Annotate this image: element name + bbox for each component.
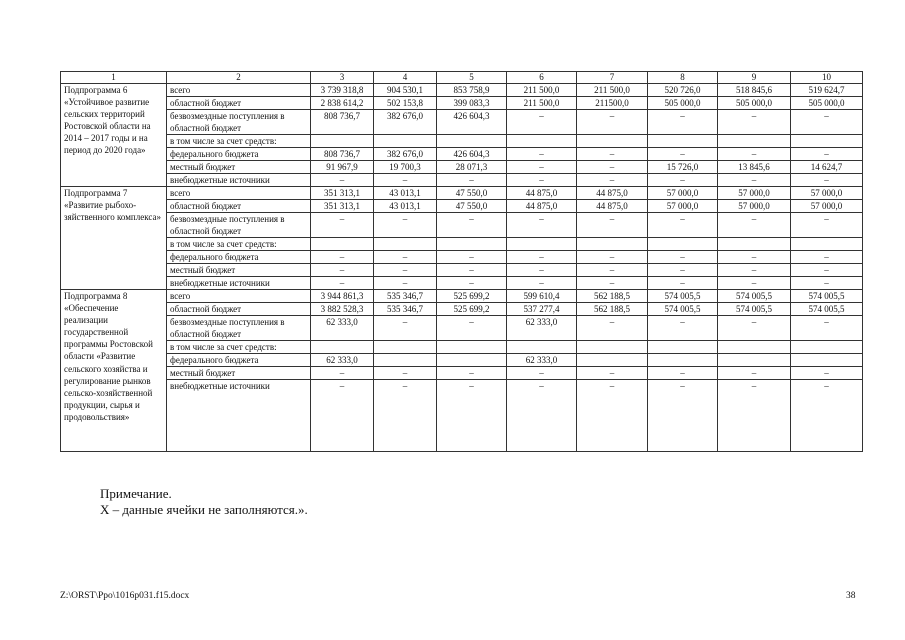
value-cell: –	[374, 316, 437, 341]
value-cell: 211 500,0	[507, 84, 577, 97]
header-cell: 9	[718, 72, 791, 84]
value-cell: –	[437, 251, 507, 264]
value-cell: 537 277,4	[507, 303, 577, 316]
value-cell: 574 005,5	[791, 303, 863, 316]
value-cell: –	[507, 148, 577, 161]
value-cell: –	[577, 277, 648, 290]
table-row	[61, 341, 863, 354]
value-cell: 28 071,3	[437, 161, 507, 174]
value-cell: 426 604,3	[437, 110, 507, 135]
program-title: Подпрограмма 6 «Устойчивое развитие сельских территорий Ростовской области на 2014 – 2017 годы и на период до 2020 года»	[61, 84, 167, 187]
value-cell: –	[437, 264, 507, 277]
value-cell: –	[577, 380, 648, 452]
value-cell: 57 000,0	[791, 200, 863, 213]
value-cell: 574 005,5	[791, 290, 863, 303]
value-cell: –	[718, 213, 791, 238]
value-cell: 562 188,5	[577, 290, 648, 303]
value-cell: 808 736,7	[311, 148, 374, 161]
value-cell: –	[648, 251, 718, 264]
value-cell	[791, 341, 863, 354]
value-cell	[374, 341, 437, 354]
value-cell	[374, 135, 437, 148]
value-cell	[311, 135, 374, 148]
value-cell: –	[311, 174, 374, 187]
value-cell: 57 000,0	[791, 187, 863, 200]
funding-source-label: местный бюджет	[167, 367, 311, 380]
value-cell: –	[718, 264, 791, 277]
value-cell: –	[311, 251, 374, 264]
table-row	[61, 174, 863, 187]
funding-source-label: в том числе за счет средств:	[167, 341, 311, 354]
value-cell: 57 000,0	[648, 187, 718, 200]
value-cell: –	[507, 264, 577, 277]
value-cell: –	[718, 316, 791, 341]
header-cell: 1	[61, 72, 167, 84]
value-cell: 47 550,0	[437, 200, 507, 213]
program-title: Подпрограмма 7 «Развитие рыбохо-зяйственного комплекса»	[61, 187, 167, 290]
value-cell: 525 699,2	[437, 303, 507, 316]
value-cell: 44 875,0	[577, 200, 648, 213]
value-cell: –	[648, 380, 718, 452]
value-cell: 808 736,7	[311, 110, 374, 135]
value-cell: 62 333,0	[311, 316, 374, 341]
value-cell: –	[791, 277, 863, 290]
value-cell: 43 013,1	[374, 187, 437, 200]
value-cell: 13 845,6	[718, 161, 791, 174]
value-cell: –	[311, 277, 374, 290]
value-cell: –	[791, 148, 863, 161]
value-cell: –	[437, 316, 507, 341]
value-cell: 2 838 614,2	[311, 97, 374, 110]
value-cell: –	[648, 148, 718, 161]
value-cell: 351 313,1	[311, 200, 374, 213]
value-cell: 505 000,0	[718, 97, 791, 110]
funding-source-label: в том числе за счет средств:	[167, 238, 311, 251]
value-cell: –	[311, 213, 374, 238]
value-cell: –	[311, 367, 374, 380]
value-cell: –	[577, 110, 648, 135]
value-cell	[577, 354, 648, 367]
value-cell: 505 000,0	[791, 97, 863, 110]
value-cell: –	[577, 213, 648, 238]
value-cell: –	[791, 367, 863, 380]
value-cell: 574 005,5	[718, 303, 791, 316]
funding-source-label: всего	[167, 84, 311, 97]
value-cell: –	[791, 213, 863, 238]
table-row	[61, 290, 863, 303]
funding-source-label: всего	[167, 290, 311, 303]
value-cell: 351 313,1	[311, 187, 374, 200]
funding-source-label: внебюджетные источники	[167, 277, 311, 290]
header-cell: 3	[311, 72, 374, 84]
table-row	[61, 84, 863, 97]
value-cell: –	[374, 277, 437, 290]
value-cell: 62 333,0	[311, 354, 374, 367]
value-cell: 518 845,6	[718, 84, 791, 97]
funding-source-label: областной бюджет	[167, 200, 311, 213]
value-cell: 520 726,0	[648, 84, 718, 97]
value-cell: –	[374, 380, 437, 452]
value-cell	[374, 354, 437, 367]
footer-file-path: Z:\ORST\Ppo\1016p031.f15.docx	[60, 591, 190, 601]
value-cell: –	[374, 264, 437, 277]
header-cell: 4	[374, 72, 437, 84]
value-cell: 57 000,0	[648, 200, 718, 213]
value-cell: –	[577, 367, 648, 380]
value-cell: –	[311, 380, 374, 452]
value-cell: –	[791, 251, 863, 264]
value-cell: –	[507, 380, 577, 452]
table-row	[61, 264, 863, 277]
value-cell	[437, 135, 507, 148]
value-cell: –	[507, 110, 577, 135]
value-cell: –	[437, 277, 507, 290]
value-cell	[648, 341, 718, 354]
header-row	[61, 72, 863, 84]
funding-source-label: местный бюджет	[167, 161, 311, 174]
value-cell: 502 153,8	[374, 97, 437, 110]
value-cell: –	[648, 316, 718, 341]
value-cell: –	[648, 264, 718, 277]
footer-page-number: 38	[846, 591, 856, 601]
value-cell: –	[718, 174, 791, 187]
value-cell: –	[437, 367, 507, 380]
value-cell: –	[718, 251, 791, 264]
table-row	[61, 238, 863, 251]
value-cell: –	[577, 316, 648, 341]
value-cell: –	[374, 213, 437, 238]
value-cell	[437, 354, 507, 367]
value-cell	[507, 238, 577, 251]
value-cell: –	[648, 367, 718, 380]
value-cell: –	[648, 174, 718, 187]
table-row	[61, 316, 863, 341]
value-cell	[718, 135, 791, 148]
funding-source-label: безвозмездные поступления в областной бюджет	[167, 213, 311, 238]
value-cell: 382 676,0	[374, 148, 437, 161]
funding-source-label: безвозмездные поступления в областной бюджет	[167, 110, 311, 135]
funding-source-label: в том числе за счет средств:	[167, 135, 311, 148]
value-cell: –	[437, 174, 507, 187]
value-cell: 91 967,9	[311, 161, 374, 174]
value-cell	[718, 238, 791, 251]
budget-table	[60, 71, 863, 452]
value-cell	[648, 354, 718, 367]
value-cell: –	[718, 380, 791, 452]
value-cell: 853 758,9	[437, 84, 507, 97]
value-cell: –	[507, 213, 577, 238]
value-cell: 57 000,0	[718, 187, 791, 200]
value-cell: –	[437, 213, 507, 238]
value-cell: –	[374, 174, 437, 187]
funding-source-label: федерального бюджета	[167, 354, 311, 367]
value-cell: 519 624,7	[791, 84, 863, 97]
program-title: Подпрограмма 8 «Обеспечение реализации государственной программы Ростовской области «Развитие сельского хозяйства и регулирование рынков сельско-хозяйственной продукции, сырья и продовольствия»	[61, 290, 167, 452]
value-cell: 505 000,0	[648, 97, 718, 110]
table-row	[61, 354, 863, 367]
value-cell	[791, 354, 863, 367]
value-cell: 599 610,4	[507, 290, 577, 303]
funding-source-label: областной бюджет	[167, 303, 311, 316]
value-cell: –	[718, 277, 791, 290]
header-cell: 2	[167, 72, 311, 84]
value-cell	[577, 341, 648, 354]
header-cell: 5	[437, 72, 507, 84]
value-cell: 44 875,0	[577, 187, 648, 200]
table-row	[61, 303, 863, 316]
value-cell: 535 346,7	[374, 290, 437, 303]
value-cell: –	[791, 174, 863, 187]
value-cell: –	[791, 380, 863, 452]
value-cell: 62 333,0	[507, 316, 577, 341]
value-cell: –	[507, 174, 577, 187]
value-cell: 47 550,0	[437, 187, 507, 200]
value-cell: 211500,0	[577, 97, 648, 110]
value-cell: 211 500,0	[577, 84, 648, 97]
value-cell	[648, 238, 718, 251]
value-cell: –	[577, 161, 648, 174]
value-cell: 57 000,0	[718, 200, 791, 213]
value-cell: 3 739 318,8	[311, 84, 374, 97]
value-cell	[507, 341, 577, 354]
value-cell	[791, 238, 863, 251]
value-cell: –	[718, 367, 791, 380]
value-cell: –	[648, 213, 718, 238]
value-cell	[311, 238, 374, 251]
value-cell: –	[577, 174, 648, 187]
value-cell: –	[791, 316, 863, 341]
value-cell: –	[718, 110, 791, 135]
value-cell: 426 604,3	[437, 148, 507, 161]
value-cell: 535 346,7	[374, 303, 437, 316]
table-row	[61, 148, 863, 161]
value-cell: 574 005,5	[648, 290, 718, 303]
funding-source-label: местный бюджет	[167, 264, 311, 277]
value-cell: –	[648, 110, 718, 135]
note-title: Примечание.	[100, 486, 172, 501]
value-cell: 44 875,0	[507, 187, 577, 200]
header-cell: 10	[791, 72, 863, 84]
value-cell	[311, 341, 374, 354]
table-row	[61, 367, 863, 380]
value-cell	[437, 238, 507, 251]
table-row	[61, 251, 863, 264]
funding-source-label: безвозмездные поступления в областной бюджет	[167, 316, 311, 341]
value-cell: –	[577, 251, 648, 264]
value-cell: –	[718, 148, 791, 161]
value-cell: 62 333,0	[507, 354, 577, 367]
value-cell: 562 188,5	[577, 303, 648, 316]
value-cell: –	[437, 380, 507, 452]
value-cell	[648, 135, 718, 148]
value-cell	[718, 341, 791, 354]
header-cell: 8	[648, 72, 718, 84]
value-cell	[791, 135, 863, 148]
value-cell: –	[648, 277, 718, 290]
value-cell: 211 500,0	[507, 97, 577, 110]
value-cell: –	[791, 110, 863, 135]
funding-source-label: всего	[167, 187, 311, 200]
value-cell: –	[507, 251, 577, 264]
table-row	[61, 187, 863, 200]
value-cell: –	[374, 251, 437, 264]
value-cell: 44 875,0	[507, 200, 577, 213]
value-cell: 19 700,3	[374, 161, 437, 174]
funding-source-label: федерального бюджета	[167, 251, 311, 264]
value-cell	[507, 135, 577, 148]
value-cell	[577, 238, 648, 251]
value-cell	[374, 238, 437, 251]
funding-source-label: внебюджетные источники	[167, 380, 311, 452]
funding-source-label: внебюджетные источники	[167, 174, 311, 187]
value-cell: 574 005,5	[718, 290, 791, 303]
table-row	[61, 110, 863, 135]
value-cell: –	[791, 264, 863, 277]
funding-source-label: областной бюджет	[167, 97, 311, 110]
value-cell: 574 005,5	[648, 303, 718, 316]
table-row	[61, 200, 863, 213]
value-cell: 525 699,2	[437, 290, 507, 303]
value-cell: 14 624,7	[791, 161, 863, 174]
value-cell: 3 882 528,3	[311, 303, 374, 316]
value-cell: 399 083,3	[437, 97, 507, 110]
value-cell: 382 676,0	[374, 110, 437, 135]
value-cell: 43 013,1	[374, 200, 437, 213]
table-row	[61, 161, 863, 174]
table-row	[61, 277, 863, 290]
value-cell: 15 726,0	[648, 161, 718, 174]
table-row	[61, 135, 863, 148]
value-cell: –	[374, 367, 437, 380]
value-cell: 3 944 861,3	[311, 290, 374, 303]
value-cell: –	[507, 161, 577, 174]
value-cell: –	[311, 264, 374, 277]
table-row	[61, 380, 863, 452]
value-cell	[718, 354, 791, 367]
value-cell: 904 530,1	[374, 84, 437, 97]
header-cell: 6	[507, 72, 577, 84]
value-cell: –	[577, 148, 648, 161]
table-row	[61, 97, 863, 110]
table-row	[61, 213, 863, 238]
header-cell: 7	[577, 72, 648, 84]
value-cell: –	[507, 277, 577, 290]
value-cell: –	[507, 367, 577, 380]
funding-source-label: федерального бюджета	[167, 148, 311, 161]
value-cell	[437, 341, 507, 354]
value-cell: –	[577, 264, 648, 277]
value-cell	[577, 135, 648, 148]
note-text: Х – данные ячейки не заполняются.».	[100, 502, 308, 517]
